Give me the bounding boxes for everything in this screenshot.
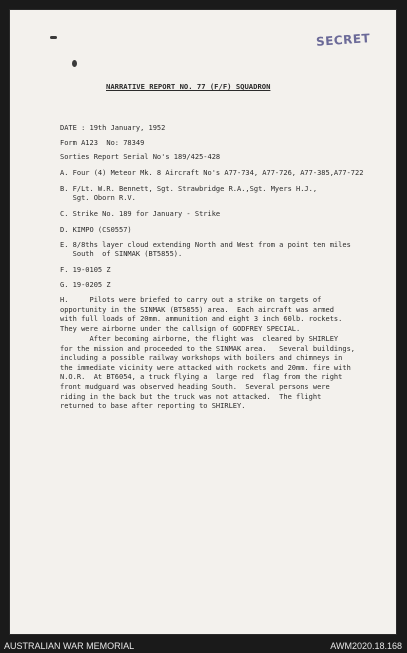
punch-hole-mark: [72, 60, 77, 67]
form-line: Form A123 No: 78349: [60, 139, 145, 147]
footer-institution: AUSTRALIAN WAR MEMORIAL: [4, 641, 135, 651]
paragraph-h: H. Pilots were briefed to carry out a strike on targets of opportunity in the SINMAK (BT5855) area. Each aircraft was armed with full loads of 20mm. ammunition and eight 3 inch 60lb. rockets. They were airborne under the callsign of GODFREY SPECIAL.: [60, 296, 343, 333]
sorties-line: Sorties Report Serial No's 189/425-428: [60, 153, 221, 161]
item-c: C. Strike No. 189 for January - Strike: [60, 210, 221, 218]
item-b: B. F/Lt. W.R. Bennett, Sgt. Strawbridge R.A.,Sgt. Myers H.J.,: [60, 185, 318, 193]
punch-hole-mark: [50, 36, 57, 39]
footer-accession: AWM2020.18.168: [330, 641, 402, 651]
footer-bar: [0, 640, 407, 653]
item-e-cont: South of SINMAK (BT5855).: [60, 250, 183, 258]
item-g: G. 19-0205 Z: [60, 281, 111, 289]
item-b-cont: Sgt. Oborn R.V.: [60, 194, 136, 202]
item-a: A. Four (4) Meteor Mk. 8 Aircraft No's A77-734, A77-726, A77-385,A77-722: [60, 169, 364, 177]
paragraph-narrative: After becoming airborne, the flight was cleared by SHIRLEY for the mission and proceeded to the SINMAK area. Several buildings, including a possible railway workshops with boilers and chimneys in the immediate vicinity were attacked with rockets and 20mm. fire with N.O.R. At BT6054, a truck flying a large red flag from the right front mudguard was observed heading South. Several persons were riding in the back but the truck was not attacked. The flight returned to base after reporting to SHIRLEY.: [60, 335, 356, 411]
date-line: DATE : 19th January, 1952: [60, 124, 166, 132]
secret-stamp: SECRET: [315, 31, 371, 49]
item-d: D. KIMPO (CS0557): [60, 226, 132, 234]
item-f: F. 19-0105 Z: [60, 266, 111, 274]
document-page: [10, 10, 396, 634]
report-title: NARRATIVE REPORT NO. 77 (F/F) SQUADRON: [106, 82, 271, 91]
item-e: E. 8/8ths layer cloud extending North and West from a point ten miles: [60, 241, 351, 249]
